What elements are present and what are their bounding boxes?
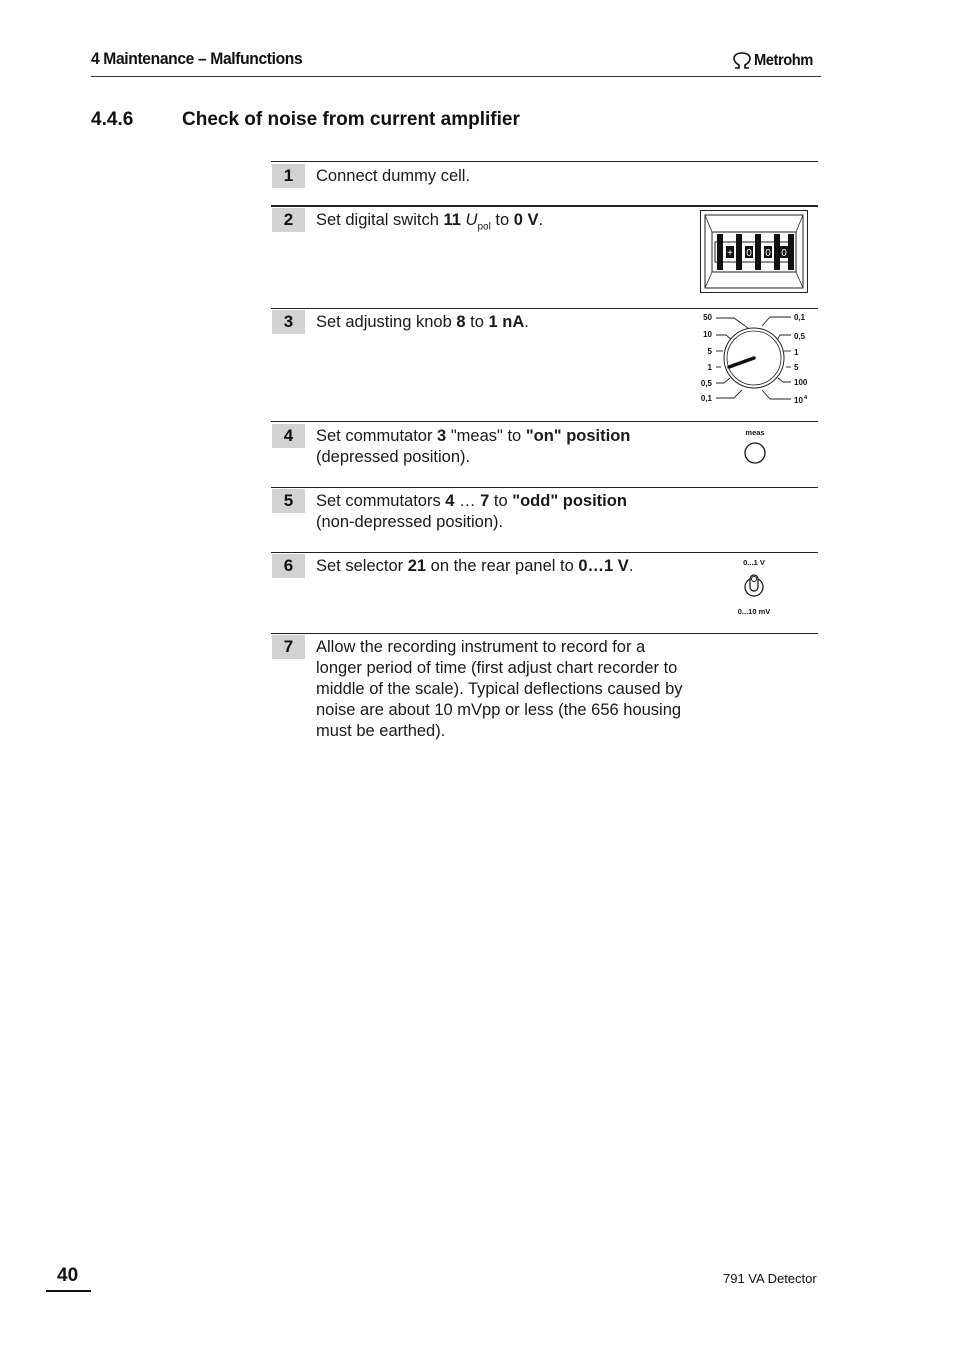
page-number-rule — [46, 1290, 91, 1292]
chapter-heading: 4 Maintenance – Malfunctions — [91, 49, 303, 68]
step-divider — [271, 552, 818, 553]
text-run: Set digital switch — [316, 211, 444, 229]
text-run: . — [628, 557, 634, 575]
knob-scale-label: 1 — [707, 363, 712, 372]
setting-value: "on" position — [525, 427, 631, 445]
knob-scale-label: 5 — [794, 363, 799, 372]
knob-scale-label: 5 — [707, 347, 712, 356]
metrohm-omega-icon — [732, 52, 752, 70]
text-run: . — [524, 313, 529, 331]
component-ref: 11 — [443, 211, 461, 229]
component-ref: 7 — [480, 492, 490, 510]
text-run: to — [490, 211, 514, 229]
symbol: U — [465, 211, 478, 229]
knob-scale-label: 0,5 — [794, 332, 806, 341]
section-title-text: Check of noise from current amplifier — [182, 109, 520, 130]
knob-scale-label: 10 — [794, 396, 803, 405]
knob-scale-label: 0,1 — [700, 394, 712, 403]
step-text: Connect dummy cell. — [316, 167, 471, 185]
selector-switch-illustration — [730, 555, 780, 626]
text-run: to — [465, 313, 489, 331]
step-text — [316, 491, 688, 533]
header-rule — [91, 76, 821, 77]
step-number: 1 — [272, 164, 305, 188]
text-run: (depressed position). — [316, 448, 471, 466]
setting-value: 1 nA — [488, 313, 525, 331]
step-text — [316, 556, 688, 577]
knob-scale-label: 0,1 — [794, 313, 806, 322]
component-ref: 21 — [407, 557, 427, 575]
text-run: Set selector — [316, 557, 408, 575]
text-run: Set adjusting knob — [316, 313, 457, 331]
knob-scale-label: 50 — [703, 313, 712, 322]
text-run: on the rear panel to — [426, 557, 579, 575]
page-number: 40 — [57, 1265, 79, 1286]
knob-scale-label: 0,5 — [700, 379, 712, 388]
product-name: 791 VA Detector — [723, 1271, 817, 1286]
text-run: . — [538, 211, 544, 229]
step-number: 4 — [272, 424, 305, 448]
switch-digit: + — [727, 248, 733, 259]
knob-scale-label: 100 — [794, 378, 808, 387]
switch-digit: 0 — [765, 248, 771, 259]
step-number: 7 — [272, 635, 305, 659]
step-divider — [271, 487, 818, 488]
step-number: 2 — [272, 208, 305, 232]
step-text — [316, 312, 688, 333]
component-ref: 4 — [445, 492, 455, 510]
step-divider — [271, 633, 818, 634]
text-run: Set commutator — [316, 427, 438, 445]
switch-digit: 0 — [746, 248, 752, 259]
knob-scale-exponent: 4 — [804, 395, 808, 401]
brand-logo — [732, 51, 818, 71]
meas-label: meas — [745, 428, 765, 437]
setting-value: 0 V — [513, 211, 539, 229]
step-divider — [271, 421, 818, 422]
knob-scale-label: 10 — [703, 330, 712, 339]
component-ref: 3 — [437, 427, 447, 445]
step-number: 5 — [272, 489, 305, 513]
text-run: to — [489, 492, 513, 510]
selector-bottom-label: 0...10 mV — [737, 607, 771, 616]
knob-scale-label: 1 — [794, 348, 799, 357]
component-ref: 8 — [456, 313, 466, 331]
step-number: 6 — [272, 554, 305, 578]
meas-button-illustration — [735, 425, 775, 472]
step-text — [316, 210, 688, 237]
setting-value: 0…1 V — [578, 557, 629, 575]
step-divider — [271, 205, 818, 207]
step-text: Allow the recording instrument to record for a longer period of time (first adjust chart recorder to middle of the scale). Typical deflections caused by noise are about 10 mVpp or less (the 656 housing must be earthed). — [316, 638, 683, 740]
step-number: 3 — [272, 310, 305, 334]
symbol-subscript: pol — [477, 221, 491, 233]
digital-switch-illustration — [700, 210, 808, 299]
brand-name: Metrohm — [754, 52, 813, 69]
section-number: 4.4.6 — [91, 109, 134, 130]
text-run: … — [454, 492, 481, 510]
text-run: "meas" to — [446, 427, 526, 445]
text-run: (non-depressed position). — [316, 513, 504, 531]
switch-digit: 0 — [781, 248, 787, 259]
setting-value: "odd" position — [512, 492, 627, 510]
step-text — [316, 426, 688, 468]
step-divider — [271, 161, 818, 162]
selector-top-label: 0...1 V — [743, 558, 765, 567]
section-title — [91, 109, 520, 131]
text-run: Set commutators — [316, 492, 446, 510]
adjusting-knob-illustration — [696, 310, 816, 415]
step-divider — [271, 308, 818, 309]
